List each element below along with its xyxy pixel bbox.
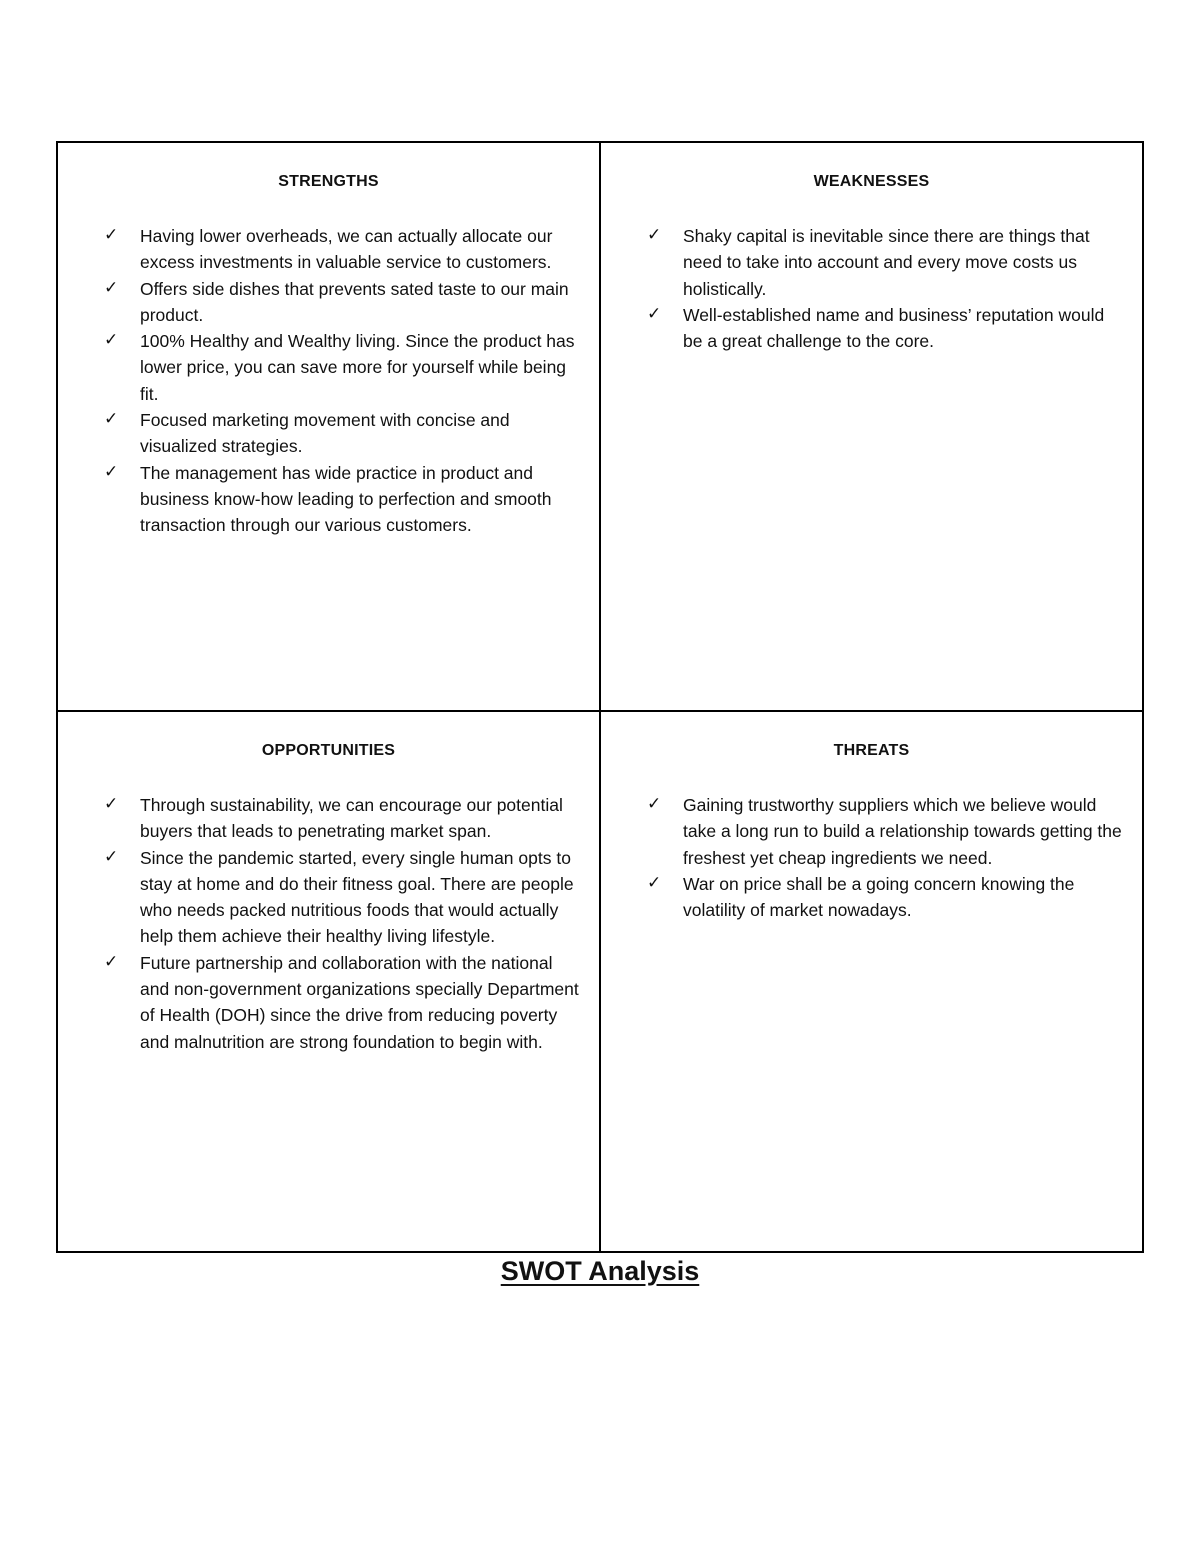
list-item: [104, 328, 583, 407]
list-item-text: Having lower overheads, we can actually allocate our excess investments in valuable service to customers.: [140, 226, 553, 273]
list-item-text: 100% Healthy and Wealthy living. Since the product has lower price, you can save more for yourself while being fit.: [140, 331, 575, 404]
checkmark-icon: ✓: [647, 225, 662, 245]
list-item-text: Since the pandemic started, every single human opts to stay at home and do their fitness goal. There are people who needs packed nutritious foods that would actually help them achieve their healthy living lifestyle.: [140, 847, 574, 947]
checkmark-icon: ✓: [104, 461, 119, 482]
list-item: [104, 407, 583, 460]
checkmark-icon: ✓: [104, 951, 119, 972]
list-item-text: War on price shall be a going concern knowing the volatility of market nowadays.: [683, 873, 1075, 921]
strengths-quadrant: [56, 141, 600, 711]
list-item-text: The management has wide practice in product and business know-how leading to perfection and smooth transaction through our various customers.: [140, 462, 552, 536]
checkmark-icon: ✓: [104, 794, 119, 814]
opportunities-quadrant: [56, 711, 600, 1253]
list-item-text: Offers side dishes that prevents sated taste to our main product.: [140, 278, 569, 325]
list-item: [104, 845, 583, 950]
list-item: [647, 302, 1126, 355]
document-title: SWOT Analysis: [500, 1256, 700, 1286]
list-item-text: Future partnership and collaboration with the national and non-government organizations specially Department of Health (DOH) since the drive from reducing poverty and malnutrition are strong foundation to begin with.: [140, 952, 579, 1052]
checkmark-icon: ✓: [104, 225, 119, 245]
threats-quadrant: [600, 711, 1144, 1253]
list-item: [104, 792, 583, 845]
swot-grid: [56, 141, 1144, 1253]
list-item: [104, 460, 583, 539]
checkmark-icon: ✓: [104, 330, 119, 351]
strengths-heading: STRENGTHS: [278, 173, 379, 190]
list-item-text: Through sustainability, we can encourage our potential buyers that leads to penetrating market span.: [140, 795, 563, 842]
checkmark-icon: ✓: [104, 409, 119, 430]
list-item: [104, 223, 583, 276]
list-item: [647, 792, 1126, 871]
checkmark-icon: ✓: [104, 846, 119, 867]
list-item: [647, 871, 1126, 924]
checkmark-icon: ✓: [647, 794, 662, 814]
list-item-text: Shaky capital is inevitable since there are things that need to take into account and every move costs us holistically.: [683, 226, 1090, 299]
checkmark-icon: ✓: [104, 277, 119, 298]
checkmark-icon: ✓: [647, 303, 662, 324]
list-item-text: Focused marketing movement with concise and visualized strategies.: [140, 410, 510, 457]
list-item: [647, 223, 1126, 302]
checkmark-icon: ✓: [647, 872, 662, 893]
threats-list: [647, 792, 1126, 923]
opportunities-list: [104, 792, 583, 1055]
strengths-list: [104, 223, 583, 539]
list-item: [104, 950, 583, 1055]
threats-heading: THREATS: [833, 742, 910, 759]
opportunities-heading: OPPORTUNITIES: [261, 742, 396, 759]
list-item: [104, 276, 583, 329]
list-item-text: Well-established name and business’ reputation would be a great challenge to the core.: [683, 304, 1105, 352]
list-item-text: Gaining trustworthy suppliers which we believe would take a long run to build a relationship towards getting the freshest yet cheap ingredients we need.: [683, 795, 1122, 868]
weaknesses-quadrant: [600, 141, 1144, 711]
weaknesses-heading: WEAKNESSES: [813, 173, 930, 190]
weaknesses-list: [647, 223, 1126, 354]
